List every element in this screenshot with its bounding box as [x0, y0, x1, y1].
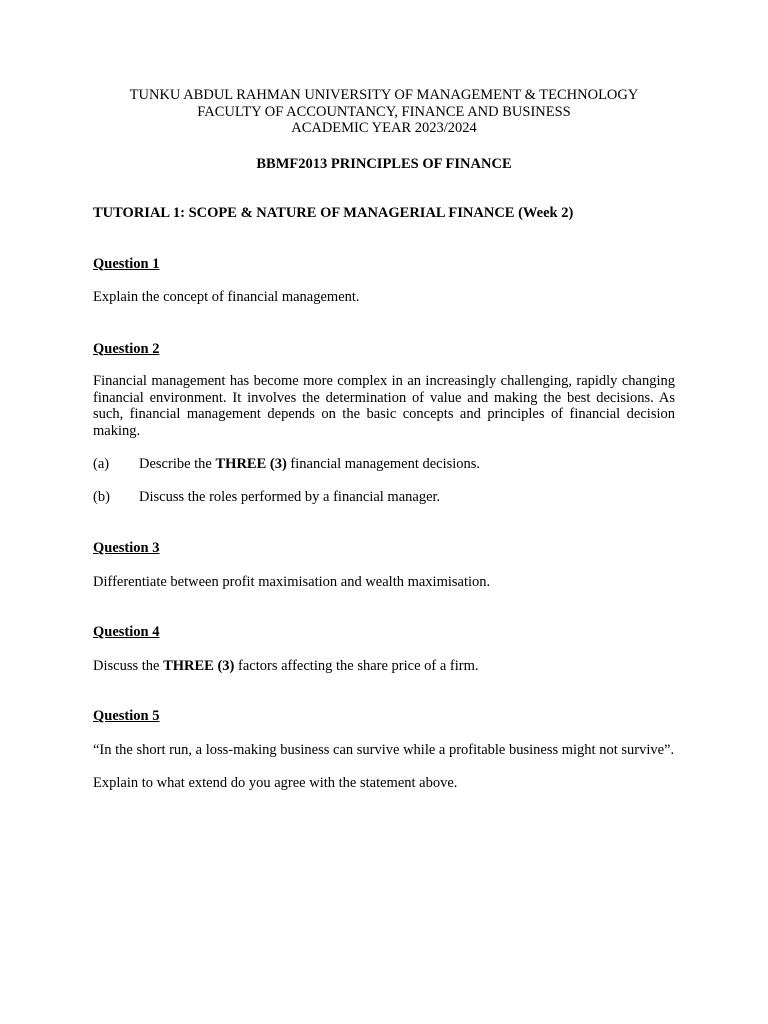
- tutorial-title: TUTORIAL 1: SCOPE & NATURE OF MANAGERIAL FINANCE (Week 2): [93, 205, 574, 221]
- part-text-bold: THREE (3): [215, 456, 287, 472]
- course-title: BBMF2013 PRINCIPLES OF FINANCE: [256, 155, 512, 172]
- part-text: [139, 456, 480, 473]
- document-page: [93, 87, 675, 792]
- part-label: (b): [93, 488, 110, 505]
- question-2-text: Financial management has become more complex in an increasingly challenging, rapidly changing financial environment. It involves the determination of value and making the best decisions. As such, financial management depends on the basic concepts and principles of financial decision making.: [93, 373, 675, 439]
- question-3-heading: Question 3: [93, 540, 160, 556]
- question-5-heading: Question 5: [93, 708, 160, 724]
- part-text: Discuss the roles performed by a financial manager.: [139, 488, 441, 505]
- question-2-part-b: [93, 489, 675, 506]
- part-text-before: Describe the: [139, 456, 216, 472]
- question-2-part-a: [93, 456, 675, 473]
- university-name: TUNKU ABDUL RAHMAN UNIVERSITY OF MANAGEMENT & TECHNOLOGY: [129, 87, 639, 103]
- question-1-heading: Question 1: [93, 255, 160, 272]
- question-5-quote: “In the short run, a loss-making business can survive while a profitable business might not survive”.: [93, 741, 675, 758]
- academic-year: ACADEMIC YEAR 2023/2024: [291, 120, 477, 136]
- question-4-text-before: Discuss the: [93, 657, 164, 674]
- part-text-after: financial management decisions.: [286, 456, 481, 472]
- document-header: [93, 87, 675, 137]
- faculty-name: FACULTY OF ACCOUNTANCY, FINANCE AND BUSINESS: [197, 103, 571, 120]
- part-label: (a): [93, 456, 110, 472]
- question-4-heading: Question 4: [93, 624, 160, 640]
- question-4-text: [93, 658, 675, 675]
- question-1-text: Explain the concept of financial management.: [93, 289, 360, 305]
- question-2-heading: Question 2: [93, 340, 160, 357]
- question-5-text: Explain to what extend do you agree with the statement above.: [93, 775, 458, 791]
- question-4-text-after: factors affecting the share price of a firm.: [234, 657, 479, 674]
- question-4-text-bold: THREE (3): [163, 657, 235, 674]
- question-3-text: Differentiate between profit maximisation and wealth maximisation.: [93, 573, 491, 590]
